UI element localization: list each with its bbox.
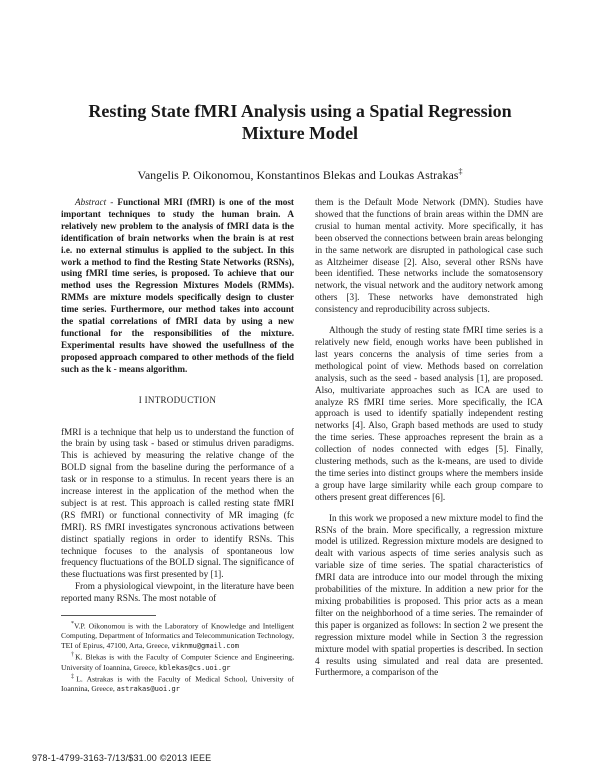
abstract-label: Abstract -: [75, 197, 114, 207]
footnote-2-email[interactable]: kblekas@cs.uoi.gr: [158, 663, 231, 672]
footnote-2-text: K. Blekas is with the Faculty of Computer Science and Engineering, University of Ioannina, Greece,: [61, 652, 294, 672]
body-paragraph-1: them is the Default Mode Network (DMN). Studies have showed that the functions of brain areas within the DMN are crusial to human mental activity. More specifically, it has been observed the connections between brain areas belonging in the same network are disrupted in pathological case such as Altzheimer disease [2]. Also, several other RSNs have been identified. These networks include the somatosensory network, the visual network and the auditory network among others [3]. These networks have demonstrated high consistency and reproducibility across subjects.: [315, 197, 543, 315]
footnote-2-mark: †: [71, 652, 76, 659]
title-line-2: Mixture Model: [241, 123, 359, 143]
authors-text: Vangelis P. Oikonomou, Konstantinos Blekas and Loukas Astrakas: [137, 168, 459, 182]
footnote-1-mark: *: [71, 621, 74, 628]
body-paragraph-2: Although the study of resting state fMRI time series is a relatively new field, enough works have been published in last years concerns the analysis of time series from a methological point of view. Methods based on correlation analysis, such as the seed - based analysis [1], are proposed. Also, multivariate approaches such as ICA are used to analyze RS fMRI time series. More specifically, the ICA approach is used to identify spatially independent resting networks [4]. Also, Graph based methods are used to study the time series. These approaches represent the brain as a collection of nodes connected with edges [5]. Finally, clustering methods, such as the k-means, are used to divide the time series into distinct groups where the members inside a group have large similarity while each group compare to others present great differences [6].: [315, 325, 543, 502]
title-line-1: Resting State fMRI Analysis using a Spatial Regression: [88, 101, 512, 121]
paper-title: [60, 100, 540, 144]
intro-paragraph-1: fMRI is a technique that help us to understand the function of the brain by using task - based or stimulus driven paradigms. This is achieved by measuring the relative change of the BOLD signal from the baseline during the performance of a task or in response to a stimulus. In recent years there is an increase interest in the application of the method when the subject is at rest. This approach is called resting state fMRI (RS fMRI) or functional connectivity of MR imaging (fc fMRI). RS fMRI investigates syncronous activations between distinct spatially regions in order to identify RSNs. This technique focuses to the analysis of spontaneous low frequency fluctuations of the BOLD signal. The significance of these fluctuations was first presented by [1].: [61, 426, 294, 580]
right-column: [315, 197, 543, 679]
footnote-3-mark: ‡: [71, 674, 77, 681]
footnote-1: [61, 620, 294, 651]
abstract-text: Functional MRI (fMRI) is one of the most important techniques to study the human brain. A relatively new problem to the analysis of fMRI data is the identification of brain networks when the brain is at rest i.e. no external stimulus is applied to the subject. In this work a method to find the Resting State Networks (RSNs), using fMRI time series, is proposed. To achieve that our method uses the Regression Mixtures Models (RMMs). RMMs are mixture models specifically design to cluster time series. Furthermore, our method takes into account the spatial correlations of fMRI data by using a new functional for the responsibilities of the mixture. Experimental results have showed the usefullness of the proposed approach compared to other methods of the field such as the k - means algorithm.: [61, 197, 294, 374]
footnote-1-text: V.P. Oikonomou is with the Laboratory of Knowledge and Intelligent Computing, Department of Informatics and Telecommunication Technology, TEI of Epirus, 47100, Arta, Greece,: [61, 621, 294, 650]
footnote-3-email[interactable]: astrakas@uoi.gr: [116, 685, 180, 694]
body-paragraph-3: In this work we proposed a new mixture model to find the RSNs of the brain. More specifically, a regression mixture model is utilized. Regression mixture models are designed to dealt with various aspects of time series analysis such as variable size of time series. The spatial characteristics of fMRI data are introduce into our model through the mixing probabilities of the mixture. In addition a new prior for the mixing probabilities is proposed. This prior acts as a mean filter on the neighborhood of a time series. The remainder of this paper is organized as follows: In section 2 we present the regression mixture model while in Section 3 the regression mixture model with spatial properties is described. In section 4 results using simulated and real data are presented. Furthermore, a comparison of the: [315, 512, 543, 678]
footnote-divider: [61, 615, 156, 616]
footnote-2: [61, 651, 294, 673]
copyright-notice: 978-1-4799-3163-7/13/$31.00 ©2013 IEEE: [32, 753, 212, 763]
abstract: [61, 197, 294, 376]
author-list: [60, 164, 540, 183]
left-column: [61, 197, 294, 695]
footnote-1-email[interactable]: viknmu@gmail.com: [171, 641, 239, 650]
authors-footnote-mark: ‡: [458, 167, 463, 176]
intro-paragraph-2: From a physiological viewpoint, in the literature have been reported many RSNs. The most notable of: [61, 581, 294, 604]
footnote-3-text: L. Astrakas is with the Faculty of Medical School, University of Ioannina, Greece,: [61, 674, 295, 694]
footnote-3: [61, 673, 294, 695]
section-heading-introduction: I INTRODUCTION: [138, 394, 217, 405]
